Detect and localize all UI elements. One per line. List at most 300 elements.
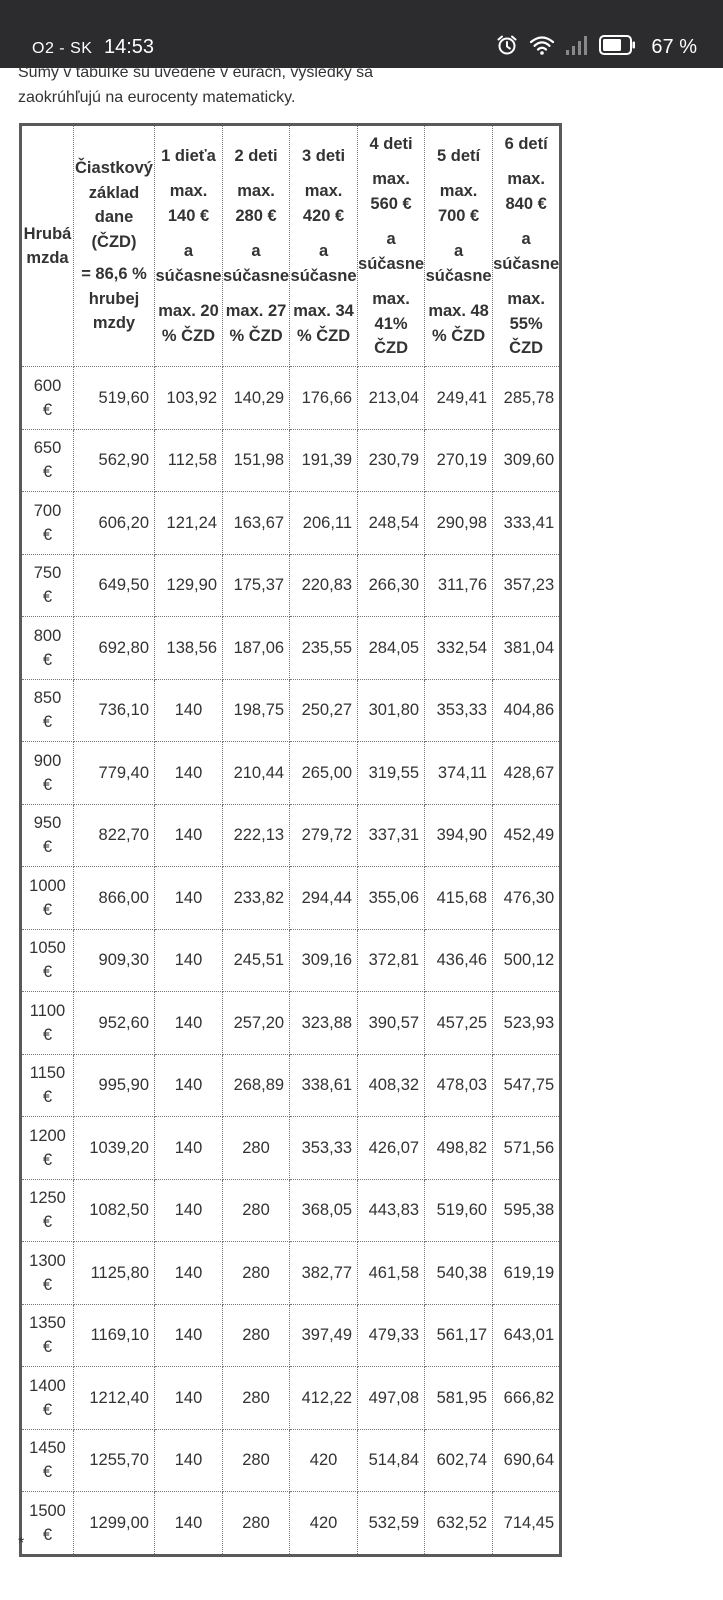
header-children-and: [358, 227, 424, 276]
header-children-max-line: 420 €: [302, 206, 345, 225]
carrier-name: O2 - SK: [32, 40, 93, 57]
header-children-pct: [358, 287, 424, 361]
header-children-pct-line: max. 34: [293, 302, 354, 321]
currency-symbol: €: [42, 650, 53, 669]
header-children-and-line: súčasne: [425, 266, 492, 285]
header-children-max: [290, 179, 357, 228]
header-children-max-line: max.: [237, 182, 275, 201]
gross-wage-cell: [21, 804, 74, 867]
gross-wage-value: 1100: [29, 1001, 66, 1020]
header-partial-tax-base: [74, 125, 155, 367]
gross-wage-cell: [21, 429, 74, 492]
header-children-pct: [425, 299, 492, 348]
table-row: [21, 1117, 561, 1180]
bonus-cell-children-1: 140: [155, 929, 223, 992]
gross-wage-cell: [21, 679, 74, 742]
intro-line: zaokrúhľujú na eurocenty matematicky.: [18, 89, 296, 106]
table-row: [21, 867, 561, 930]
gross-wage-value: 1050: [29, 939, 66, 958]
header-children-max-line: 840 €: [505, 194, 547, 213]
bonus-cell-children-6: 643,01: [493, 1304, 561, 1367]
bonus-cell-children-4: 319,55: [358, 742, 425, 805]
bonus-cell-children-1: 140: [155, 867, 223, 930]
bonus-cell-children-2: 257,20: [223, 992, 290, 1055]
bonus-cell-children-5: 394,90: [425, 804, 493, 867]
bonus-cell-children-1: 129,90: [155, 554, 223, 617]
header-partial-tax-base-line: hrubej: [88, 289, 140, 308]
currency-symbol: €: [42, 1088, 53, 1107]
intro-text: [18, 60, 438, 110]
bonus-cell-children-6: 357,23: [493, 554, 561, 617]
header-children-and-line: súčasne: [290, 266, 357, 285]
currency-symbol: €: [42, 1338, 53, 1357]
header-children-pct-line: max. 27: [225, 302, 287, 321]
bonus-cell-children-3: 412,22: [290, 1367, 358, 1430]
header-partial-tax-base-line: mzdy: [92, 314, 136, 333]
bonus-cell-children-1: 140: [155, 742, 223, 805]
bonus-cell-children-6: 333,41: [493, 492, 561, 555]
header-children-and: [493, 227, 559, 276]
bonus-cell-children-4: 230,79: [358, 429, 425, 492]
header-children-pct-line: % ČZD: [229, 326, 283, 345]
battery-icon: [599, 34, 637, 61]
header-children-max-line: 560 €: [370, 194, 412, 213]
bonus-cell-children-1: 121,24: [155, 492, 223, 555]
gross-wage-value: 1450: [29, 1439, 66, 1458]
gross-wage-cell: [21, 1117, 74, 1180]
gross-wage-cell: [21, 492, 74, 555]
bonus-cell-children-3: 309,16: [290, 929, 358, 992]
header-children-pct: [223, 299, 289, 348]
bonus-cell-children-5: 478,03: [425, 1054, 493, 1117]
bonus-cell-children-6: 404,86: [493, 679, 561, 742]
bonus-cell-children-5: 270,19: [425, 429, 493, 492]
header-children-and-line: súčasne: [493, 254, 560, 273]
header-children-max: [155, 179, 222, 228]
table-row: [21, 929, 561, 992]
bonus-cell-children-4: 355,06: [358, 867, 425, 930]
header-children-and-line: súčasne: [223, 266, 290, 285]
bonus-cell-children-4: 390,57: [358, 992, 425, 1055]
status-right: [495, 33, 697, 61]
bonus-cell-children-3: 250,27: [290, 679, 358, 742]
header-children-4: [358, 125, 425, 367]
battery-percentage: 67 %: [651, 35, 697, 58]
table-row: [21, 1492, 561, 1556]
header-children-max: [425, 179, 492, 228]
gross-wage-value: 600: [33, 376, 62, 395]
header-children-max-line: 140 €: [167, 206, 210, 225]
bonus-cell-children-4: 408,32: [358, 1054, 425, 1117]
header-children-and: [290, 239, 357, 288]
gross-wage-cell: [21, 367, 74, 430]
bonus-cell-children-1: 140: [155, 1242, 223, 1305]
bonus-cell-children-3: 338,61: [290, 1054, 358, 1117]
bonus-cell-children-6: 452,49: [493, 804, 561, 867]
partial-tax-base-cell: 952,60: [74, 992, 155, 1055]
bonus-cell-children-4: 213,04: [358, 367, 425, 430]
partial-tax-base-cell: 1169,10: [74, 1304, 155, 1367]
header-children-title: 4 deti: [369, 134, 413, 153]
tax-bonus-table: [19, 123, 562, 1557]
bonus-cell-children-6: 523,93: [493, 992, 561, 1055]
table-row: [21, 492, 561, 555]
table-row: [21, 1367, 561, 1430]
header-children-pct-line: % ČZD: [161, 326, 216, 345]
bonus-cell-children-3: 294,44: [290, 867, 358, 930]
header-children-and-line: a: [521, 230, 531, 248]
bonus-cell-children-6: 571,56: [493, 1117, 561, 1180]
currency-symbol: €: [42, 400, 53, 419]
header-children-pct-line: 41%: [374, 314, 408, 333]
bonus-cell-children-1: 140: [155, 1492, 223, 1556]
bonus-cell-children-3: 420: [290, 1429, 358, 1492]
partial-tax-base-cell: 606,20: [74, 492, 155, 555]
table-body: [21, 367, 561, 1556]
bonus-cell-children-5: 311,76: [425, 554, 493, 617]
gross-wage-value: 1500: [29, 1501, 66, 1520]
partial-tax-base-cell: 1212,40: [74, 1367, 155, 1430]
partial-tax-base-cell: 779,40: [74, 742, 155, 805]
gross-wage-value: 900: [33, 751, 62, 770]
gross-wage-value: 1350: [29, 1314, 66, 1333]
header-children-max-line: max.: [169, 182, 208, 201]
bonus-cell-children-6: 619,19: [493, 1242, 561, 1305]
gross-wage-value: 700: [33, 501, 62, 520]
header-children-pct-line: % ČZD: [432, 326, 486, 345]
bonus-cell-children-6: 500,12: [493, 929, 561, 992]
currency-symbol: €: [42, 588, 53, 607]
bonus-cell-children-5: 519,60: [425, 1179, 493, 1242]
currency-symbol: €: [42, 838, 53, 857]
header-children-1: [155, 125, 223, 367]
bonus-cell-children-1: 140: [155, 1054, 223, 1117]
status-left: [32, 34, 154, 62]
bonus-cell-children-5: 498,82: [425, 1117, 493, 1180]
table-row: [21, 1054, 561, 1117]
bonus-cell-children-4: 479,33: [358, 1304, 425, 1367]
header-gross-wage: [21, 125, 74, 367]
clock: 14:53: [103, 36, 155, 58]
bonus-cell-children-6: 547,75: [493, 1054, 561, 1117]
bonus-cell-children-6: 595,38: [493, 1179, 561, 1242]
bonus-cell-children-5: 581,95: [425, 1367, 493, 1430]
bonus-cell-children-2: 140,29: [223, 367, 290, 430]
gross-wage-cell: [21, 554, 74, 617]
bonus-cell-children-5: 436,46: [425, 929, 493, 992]
bonus-cell-children-3: 176,66: [290, 367, 358, 430]
bonus-cell-children-5: 353,33: [425, 679, 493, 742]
gross-wage-cell: [21, 1429, 74, 1492]
gross-wage-cell: [21, 742, 74, 805]
header-partial-tax-base-line: základ: [88, 183, 140, 202]
header-children-3: [290, 125, 358, 367]
bonus-cell-children-4: 248,54: [358, 492, 425, 555]
gross-wage-value: 850: [33, 689, 62, 708]
gross-wage-value: 800: [33, 626, 62, 645]
header-children-max-line: max.: [507, 170, 545, 188]
bonus-cell-children-5: 561,17: [425, 1304, 493, 1367]
bonus-cell-children-6: 714,45: [493, 1492, 561, 1556]
currency-symbol: €: [42, 1275, 53, 1294]
table-row: [21, 1304, 561, 1367]
header-children-max: [358, 167, 424, 216]
gross-wage-cell: [21, 1242, 74, 1305]
bonus-cell-children-2: 245,51: [223, 929, 290, 992]
bonus-cell-children-3: 279,72: [290, 804, 358, 867]
header-children-pct: [493, 287, 559, 361]
bonus-cell-children-6: 476,30: [493, 867, 561, 930]
bonus-cell-children-2: 163,67: [223, 492, 290, 555]
header-children-max-line: 700 €: [437, 206, 480, 225]
bonus-cell-children-4: 284,05: [358, 617, 425, 680]
header-children-2: [223, 125, 290, 367]
bonus-cell-children-6: 666,82: [493, 1367, 561, 1430]
partial-tax-base-cell: 1039,20: [74, 1117, 155, 1180]
gross-wage-value: 1200: [29, 1126, 66, 1145]
gross-wage-cell: [21, 929, 74, 992]
bonus-cell-children-2: 280: [223, 1242, 290, 1305]
partial-tax-base-cell: 736,10: [74, 679, 155, 742]
partial-tax-base-cell: 822,70: [74, 804, 155, 867]
table-row: [21, 1179, 561, 1242]
bonus-cell-children-3: 265,00: [290, 742, 358, 805]
bonus-cell-children-3: 220,83: [290, 554, 358, 617]
table-header-row: [21, 125, 561, 367]
header-children-pct-line: % ČZD: [296, 326, 351, 345]
currency-symbol: €: [42, 463, 53, 482]
bonus-cell-children-4: 514,84: [358, 1429, 425, 1492]
gross-wage-value: 1400: [29, 1376, 66, 1395]
gross-wage-cell: [21, 992, 74, 1055]
gross-wage-cell: [21, 1054, 74, 1117]
currency-symbol: €: [42, 963, 53, 982]
header-children-and-line: súčasne: [155, 266, 222, 285]
header-children-pct-line: max. 20: [158, 302, 219, 321]
header-children-title: 1 dieťa: [161, 146, 216, 165]
currency-symbol: €: [42, 525, 53, 544]
bonus-cell-children-5: 249,41: [425, 367, 493, 430]
currency-symbol: €: [42, 1463, 53, 1482]
signal-icon: [565, 34, 589, 61]
gross-wage-value: 650: [33, 439, 62, 458]
bonus-cell-children-3: 235,55: [290, 617, 358, 680]
bonus-cell-children-2: 280: [223, 1429, 290, 1492]
header-children-pct-line: max.: [507, 290, 545, 308]
bonus-cell-children-2: 280: [223, 1492, 290, 1556]
currency-symbol: €: [42, 1150, 53, 1169]
bonus-cell-children-5: 332,54: [425, 617, 493, 680]
header-children-6: [493, 125, 561, 367]
bonus-cell-children-2: 268,89: [223, 1054, 290, 1117]
bonus-cell-children-3: 191,39: [290, 429, 358, 492]
bonus-cell-children-2: 198,75: [223, 679, 290, 742]
bonus-cell-children-3: 206,11: [290, 492, 358, 555]
gross-wage-cell: [21, 617, 74, 680]
bonus-cell-children-3: 382,77: [290, 1242, 358, 1305]
bonus-cell-children-3: 420: [290, 1492, 358, 1556]
bonus-cell-children-6: 309,60: [493, 429, 561, 492]
bonus-cell-children-1: 140: [155, 679, 223, 742]
header-children-title: 6 detí: [504, 134, 548, 153]
bonus-cell-children-2: 280: [223, 1367, 290, 1430]
table-row: [21, 992, 561, 1055]
gross-wage-value: 750: [33, 564, 62, 583]
bonus-cell-children-5: 457,25: [425, 992, 493, 1055]
wifi-icon: [529, 34, 555, 61]
table-row: [21, 804, 561, 867]
bonus-cell-children-2: 280: [223, 1179, 290, 1242]
bonus-cell-children-4: 461,58: [358, 1242, 425, 1305]
bonus-cell-children-4: 443,83: [358, 1179, 425, 1242]
header-children-max: [493, 167, 559, 216]
bonus-cell-children-2: 222,13: [223, 804, 290, 867]
header-children-and: [155, 239, 222, 288]
bonus-cell-children-5: 632,52: [425, 1492, 493, 1556]
partial-tax-base-cell: 649,50: [74, 554, 155, 617]
header-children-pct: [290, 299, 357, 348]
header-children-and-line: a: [318, 242, 329, 261]
bonus-cell-children-1: 140: [155, 1429, 223, 1492]
table-row: [21, 367, 561, 430]
header-gross-wage-line: Hrubá: [23, 224, 72, 243]
header-children-and-line: a: [251, 242, 261, 261]
table-row: [21, 429, 561, 492]
bonus-cell-children-1: 112,58: [155, 429, 223, 492]
header-children-max-line: max.: [304, 182, 343, 201]
partial-tax-base-cell: 909,30: [74, 929, 155, 992]
bonus-cell-children-5: 540,38: [425, 1242, 493, 1305]
bonus-cell-children-5: 602,74: [425, 1429, 493, 1492]
partial-tax-base-cell: 692,80: [74, 617, 155, 680]
table-row: [21, 554, 561, 617]
header-children-title: 2 deti: [234, 146, 278, 165]
gross-wage-value: 1000: [29, 876, 66, 895]
bonus-cell-children-1: 140: [155, 1367, 223, 1430]
bonus-cell-children-4: 337,31: [358, 804, 425, 867]
currency-symbol: €: [42, 775, 53, 794]
bonus-cell-children-5: 290,98: [425, 492, 493, 555]
bonus-cell-children-6: 285,78: [493, 367, 561, 430]
bonus-cell-children-6: 428,67: [493, 742, 561, 805]
intro-line: Sumy v tabuľke sú uvedené v eurách, výsledky sa: [18, 64, 374, 81]
bonus-cell-children-1: 140: [155, 1304, 223, 1367]
gross-wage-value: 1300: [29, 1251, 66, 1270]
partial-tax-base-cell: 519,60: [74, 367, 155, 430]
bonus-cell-children-1: 140: [155, 804, 223, 867]
currency-symbol: €: [42, 713, 53, 732]
header-partial-tax-base-line: = 86,6 %: [81, 265, 147, 284]
bonus-cell-children-1: 138,56: [155, 617, 223, 680]
bonus-cell-children-4: 266,30: [358, 554, 425, 617]
bonus-cell-children-1: 140: [155, 1179, 223, 1242]
header-partial-tax-base-line: Čiastkový: [75, 159, 153, 178]
footnote: *: [18, 1535, 25, 1552]
bonus-cell-children-4: 426,07: [358, 1117, 425, 1180]
gross-wage-value: 1150: [29, 1064, 66, 1083]
table-row: [21, 1242, 561, 1305]
gross-wage-cell: [21, 1367, 74, 1430]
gross-wage-cell: [21, 867, 74, 930]
header-children-and: [425, 239, 492, 288]
bonus-cell-children-3: 353,33: [290, 1117, 358, 1180]
table-row: [21, 742, 561, 805]
header-children-pct-line: ČZD: [509, 339, 544, 357]
currency-symbol: €: [42, 1025, 53, 1044]
header-children-and-line: súčasne: [358, 254, 425, 273]
header-children-and-line: a: [183, 242, 194, 261]
bonus-cell-children-4: 372,81: [358, 929, 425, 992]
table-row: [21, 679, 561, 742]
bonus-cell-children-3: 323,88: [290, 992, 358, 1055]
header-children-pct-line: max. 48: [428, 302, 489, 321]
gross-wage-cell: [21, 1492, 74, 1556]
header-children-max-line: 280 €: [235, 206, 277, 225]
header-children-title: 5 detí: [437, 146, 481, 165]
table-row: [21, 617, 561, 680]
bonus-cell-children-2: 175,37: [223, 554, 290, 617]
bonus-cell-children-2: 280: [223, 1304, 290, 1367]
bonus-cell-children-5: 415,68: [425, 867, 493, 930]
partial-tax-base-cell: 562,90: [74, 429, 155, 492]
header-gross-wage-line: mzda: [26, 249, 69, 267]
alarm-icon: [495, 33, 519, 62]
currency-symbol: €: [42, 1525, 53, 1544]
table-row: [21, 1429, 561, 1492]
partial-tax-base-cell: 1255,70: [74, 1429, 155, 1492]
header-children-pct: [155, 299, 222, 348]
bonus-cell-children-1: 103,92: [155, 367, 223, 430]
header-children-max-line: max.: [439, 182, 478, 201]
bonus-cell-children-2: 187,06: [223, 617, 290, 680]
bonus-cell-children-4: 301,80: [358, 679, 425, 742]
gross-wage-value: 950: [33, 814, 62, 833]
partial-tax-base-cell: 1125,80: [74, 1242, 155, 1305]
bonus-cell-children-2: 210,44: [223, 742, 290, 805]
header-partial-tax-base-line: (ČZD): [91, 232, 137, 251]
partial-tax-base-cell: 866,00: [74, 867, 155, 930]
bonus-cell-children-6: 381,04: [493, 617, 561, 680]
header-children-pct-line: max.: [372, 290, 410, 308]
currency-symbol: €: [42, 1213, 53, 1232]
bonus-cell-children-2: 151,98: [223, 429, 290, 492]
header-children-max: [223, 179, 289, 228]
currency-symbol: €: [42, 1400, 53, 1419]
header-children-and-line: a: [386, 230, 396, 248]
bonus-cell-children-3: 368,05: [290, 1179, 358, 1242]
gross-wage-cell: [21, 1179, 74, 1242]
currency-symbol: €: [42, 900, 53, 919]
bonus-cell-children-3: 397,49: [290, 1304, 358, 1367]
bonus-cell-children-4: 497,08: [358, 1367, 425, 1430]
partial-tax-base-cell: 995,90: [74, 1054, 155, 1117]
bonus-cell-children-1: 140: [155, 1117, 223, 1180]
bonus-cell-children-1: 140: [155, 992, 223, 1055]
header-children-5: [425, 125, 493, 367]
bonus-cell-children-4: 532,59: [358, 1492, 425, 1556]
header-children-pct-line: 55%: [509, 314, 543, 333]
header-children-and-line: a: [454, 242, 464, 261]
header-children-and: [223, 239, 289, 288]
bonus-cell-children-5: 374,11: [425, 742, 493, 805]
gross-wage-cell: [21, 1304, 74, 1367]
partial-tax-base-cell: 1082,50: [74, 1179, 155, 1242]
tax-bonus-table-container: [19, 123, 562, 1557]
bonus-cell-children-6: 690,64: [493, 1429, 561, 1492]
header-children-title: 3 deti: [301, 146, 346, 165]
partial-tax-base-cell: 1299,00: [74, 1492, 155, 1556]
header-children-pct-line: ČZD: [374, 339, 409, 357]
